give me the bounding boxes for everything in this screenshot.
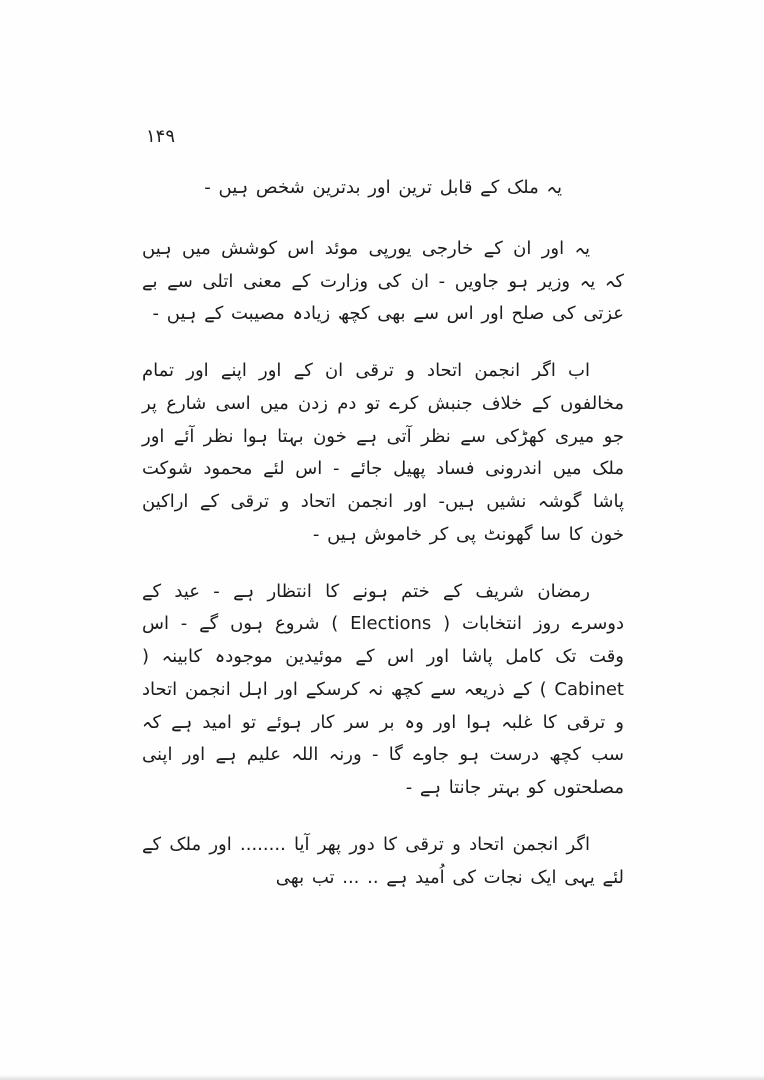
paragraph: اگر انجمن اتحاد و ترقی کا دور پھر آیا ........ اور ملک کے لئے یہی ایک نجات کی اُمید ہے .. ... تب بھی	[142, 833, 624, 888]
page-text-block	[142, 172, 624, 918]
page-bottom-edge	[0, 1075, 764, 1080]
paragraph: رمضان شریف کے ختم ہونے کا انتظار ہے - عید کے دوسرے روز انتخابات ( Elections ) شروع ہوں گے - اس وقت تک کامل پاشا اور اس کے موئیدین موجودہ کابینہ ( Cabinet ) کے ذریعہ سے کچھ نہ کرسکے اور اہل انجمن اتحاد و ترقی کا غلبہ ہوا اور وہ بر سر کار ہوئے تو امید ہے کہ سب کچھ درست ہو جاوے گا - ورنہ اللہ علیم ہے اور اپنی مصلحتوں کو بہتر جانتا ہے -	[142, 580, 624, 798]
paragraph: یہ ملک کے قابل ترین اور بدترین شخص ہیں -	[204, 177, 562, 198]
paragraph: یہ اور ان کے خارجی یورپی موئد اس کوشش میں ہیں کہ یہ وزیر ہو جاویں - ان کی وزارت کے معنی اتلی سے بے عزتی کی صلح اور اس سے بھی کچھ زیادہ مصیبت کے ہیں -	[142, 237, 624, 325]
paragraph: اب اگر انجمن اتحاد و ترقی ان کے اور اپنے اور تمام مخالفوں کے خلاف جنبش کرے تو دم زدن میں اسی شارع پر جو میری کھڑکی سے نظر آتی ہے خون بہتا ہوا نظر آئے اور ملک میں اندرونی فساد پھیل جائے - اس لئے محمود شوکت پاشا گوشہ نشیں ہیں- اور انجمن اتحاد و ترقی کے اراکین خون کا سا گھونٹ پی کر خاموش ہیں -	[142, 360, 624, 545]
page-number: ۱۴۹	[146, 126, 176, 147]
